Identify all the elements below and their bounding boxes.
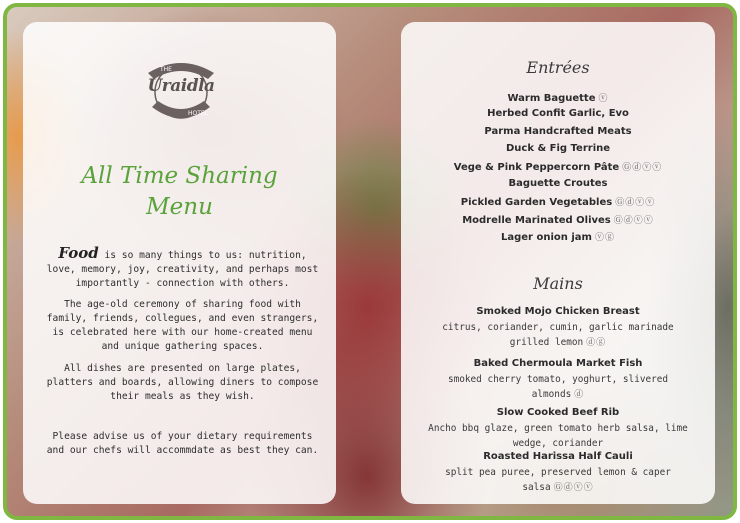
main-item-name: Baked Chermoula Market Fish: [473, 358, 643, 369]
main-item-name: Roasted Harissa Half Cauli: [483, 451, 633, 462]
logo-lettering: Uraidla: [147, 76, 215, 96]
entree-item: Vege & Pink Peppercorn Pâte Ⓖⓓⓥⓥ: [453, 162, 663, 173]
entree-item: Duck & Fig Terrine: [505, 143, 611, 154]
dietary-icons: Ⓖⓓⓥⓥ: [615, 198, 656, 208]
main-item-name: Slow Cooked Beef Rib: [496, 407, 620, 418]
platters-paragraph: All dishes are presented on large plates, platters and boards, allowing diners to compose their meals as they wish.: [46, 363, 319, 402]
dietary-icons: ⓥ: [598, 94, 609, 104]
dietary-icons: ⓥⓖ: [594, 233, 615, 243]
svg-text:HOTEL: HOTEL: [188, 110, 209, 117]
dietary-icons: ⓓ: [574, 390, 585, 400]
uraidla-logo: [138, 49, 224, 135]
dropcap-word: Food: [58, 244, 99, 262]
main-item-desc: smoked cherry tomato, yoghurt, slivered almonds ⓓ: [447, 374, 669, 400]
entree-item: Warm Baguette ⓥ: [507, 93, 609, 104]
main-item-desc: Ancho bbq glaze, green tomato herb salsa, lime wedge, coriander: [428, 423, 688, 449]
dietary-icons: Ⓖⓓⓥⓥ: [553, 483, 594, 493]
main-item-desc: citrus, coriander, cumin, garlic marinade grilled lemon ⓓⓖ: [442, 322, 674, 348]
main-item-name: Smoked Mojo Chicken Breast: [476, 306, 640, 317]
left-panel: [23, 22, 336, 504]
dietary-icons: Ⓖⓓⓥⓥ: [613, 216, 654, 226]
intro-paragraph: [45, 246, 320, 291]
menu-title: All Time Sharing: [81, 163, 278, 189]
dietary-icons: Ⓖⓓⓥⓥ: [622, 163, 663, 173]
svg-text:THE: THE: [160, 66, 172, 73]
menu-subtitle: Menu: [146, 194, 213, 220]
mains-heading: Mains: [533, 274, 583, 293]
entree-item: Lager onion jam ⓥⓖ: [501, 232, 615, 243]
right-panel: [401, 22, 715, 504]
entree-item: Parma Handcrafted Meats: [484, 126, 632, 137]
dietary-icons: ⓓⓖ: [586, 338, 607, 348]
entrees-heading: Entrées: [526, 58, 590, 77]
entree-item: Herbed Confit Garlic, Evo: [487, 108, 629, 119]
dietary-paragraph: Please advise us of your dietary requirements and our chefs will accommdate as best they can.: [46, 431, 319, 456]
intro-text: is so many things to us: nutrition, love, memory, joy, creativity, and perhaps most importantly - connection with others.: [46, 250, 319, 289]
entree-item: Modrelle Marinated Olives Ⓖⓓⓥⓥ: [462, 215, 654, 226]
entree-item: Pickled Garden Vegetables Ⓖⓓⓥⓥ: [460, 197, 656, 208]
entree-item: Baguette Croutes: [508, 178, 608, 189]
menu-frame: [3, 3, 737, 520]
ceremony-paragraph: The age-old ceremony of sharing food with family, friends, collegues, and even strangers, is celebrated here with our home-created menu and unique gathering spaces.: [46, 299, 319, 352]
main-item-desc: split pea puree, preserved lemon & caper salsa Ⓖⓓⓥⓥ: [445, 467, 671, 493]
